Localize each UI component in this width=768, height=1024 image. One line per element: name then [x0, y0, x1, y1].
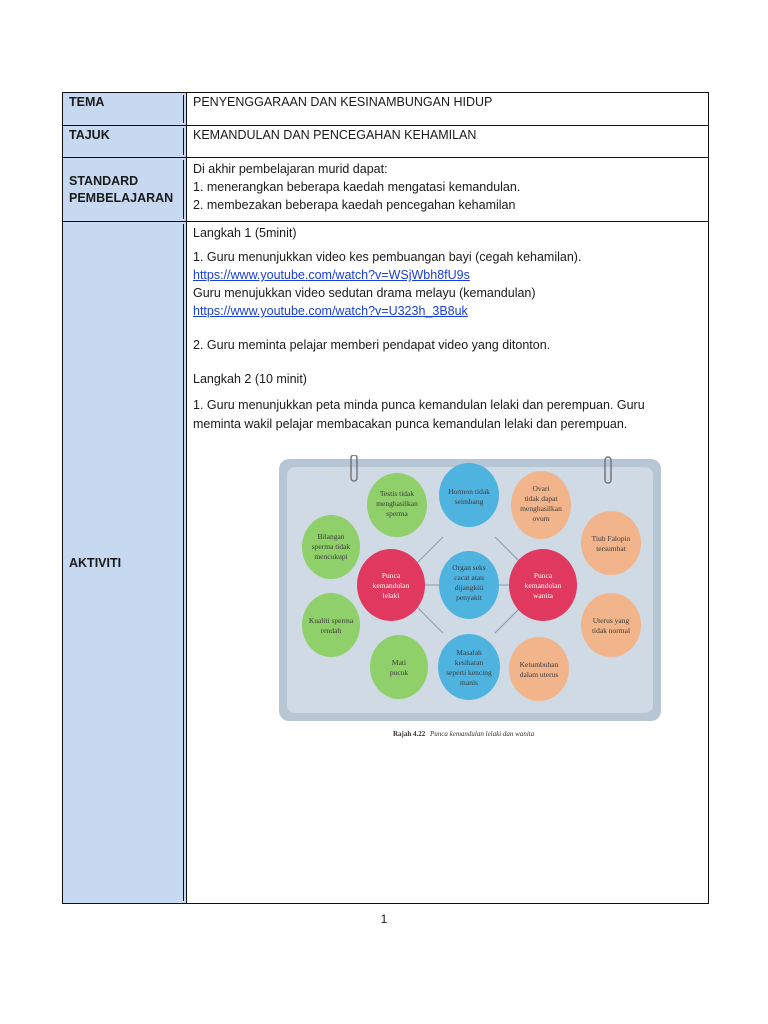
bubble-text: menghasilkan: [376, 499, 418, 508]
bubble-text: sperma tidak: [311, 542, 351, 551]
bubble-text: tidak dapat: [524, 494, 558, 503]
bubble-text: tidak normal: [591, 626, 631, 635]
bubble-text: manis: [460, 678, 478, 687]
bubble-text: Punca: [533, 571, 553, 580]
mind-map-figure: [275, 455, 665, 745]
figure-caption: [393, 730, 535, 738]
tema-value: PENYENGGARAAN DAN KESINAMBUNGAN HIDUP: [193, 95, 493, 109]
bubble-text: Kualiti sperma: [308, 616, 354, 625]
aktiviti-label: AKTIVITI: [63, 222, 187, 903]
standard-line: Di akhir pembelajaran murid dapat:: [193, 162, 388, 176]
step2-text: 2. Guru meminta pelajar memberi pendapat video yang ditonton.: [193, 338, 551, 352]
bubble-text: Masalah: [456, 648, 482, 657]
bubble-text: Punca: [381, 571, 401, 580]
standard-line: 1. menerangkan beberapa kaedah mengatasi kemandulan.: [193, 180, 521, 194]
bubble-organ-seks: [439, 551, 499, 619]
bubble-hormon: [439, 463, 499, 527]
standard-value: [187, 158, 708, 221]
tajuk-value: KEMANDULAN DAN PENCEGAHAN KEHAMILAN: [193, 128, 477, 142]
bubble-text: tersumbat: [596, 544, 626, 553]
bubble-text: ovum: [532, 514, 550, 523]
langkah1-title: Langkah 1 (5minit): [193, 226, 297, 240]
bubble-tiub-falopio: [581, 511, 641, 575]
bubble-text: kemandulan: [524, 581, 562, 590]
bubble-text: rendah: [320, 626, 342, 635]
bubble-mati-pucuk: [370, 635, 428, 699]
video-link-1[interactable]: https://www.youtube.com/watch?v=WSjWbh8fU9s: [193, 268, 470, 282]
bubble-text: mencukupi: [314, 552, 348, 561]
bubble-text: seperti kencing: [446, 668, 492, 677]
bubble-text: Mati: [391, 658, 407, 667]
bubble-ketumbuhan: [509, 637, 569, 701]
bubble-text: Uterus yang: [592, 616, 630, 625]
bubble-text: sperma: [386, 509, 408, 518]
bubble-text: pucuk: [389, 668, 409, 677]
bubble-text: Tiub Falopio: [591, 534, 631, 543]
bubble-text: cacat atau: [454, 573, 484, 582]
bubble-kualiti-sperma: [302, 593, 360, 657]
row-tajuk: [63, 126, 708, 158]
caption-number: Rajah 4.22: [393, 730, 426, 738]
bubble-text: Ketumbuhan: [519, 660, 559, 669]
step1b-text: Guru menujukkan video sedutan drama melayu (kemandulan): [193, 286, 536, 300]
bubble-punca-lelaki: [357, 549, 425, 621]
bubble-bilangan-sperma: [302, 515, 360, 579]
tajuk-label: TAJUK: [63, 126, 187, 157]
bubble-text: Organ seks: [452, 563, 486, 572]
bubble-text: lelaki: [382, 591, 400, 600]
langkah2-title: Langkah 2 (10 minit): [193, 372, 307, 386]
standard-line: 2. membezakan beberapa kaedah pencegahan kehamilan: [193, 198, 516, 212]
bubble-text: dalam uterus: [519, 670, 559, 679]
bubble-text: kemandulan: [372, 581, 410, 590]
bubble-text: wanita: [533, 591, 553, 600]
bubble-uterus: [581, 593, 641, 657]
caption-title: Punca kemandulan lelaki dan wanita: [430, 730, 535, 738]
tema-label: TEMA: [63, 93, 187, 125]
row-standard: [63, 158, 708, 222]
bubble-text: Testis tidak: [379, 489, 415, 498]
bubble-testis: [367, 473, 427, 537]
bubble-text: menghasilkan: [520, 504, 562, 513]
standard-label: [63, 158, 187, 221]
bubble-ovari: [511, 471, 571, 539]
video-link-2[interactable]: https://www.youtube.com/watch?v=U323h_3B8uk: [193, 304, 468, 318]
bubble-text: kesihatan: [454, 658, 484, 667]
step3-line1: 1. Guru menunjukkan peta minda punca kemandulan lelaki dan perempuan. Guru: [193, 398, 645, 412]
standard-label-line1: STANDARD: [69, 173, 139, 188]
bubble-text: Ovari: [532, 484, 550, 493]
bubble-text: seimbang: [454, 497, 484, 506]
bubble-masalah-kesihatan: [438, 634, 500, 700]
bubble-text: Hormon tidak: [448, 487, 490, 496]
standard-label-line2: PEMBELAJARAN: [69, 190, 174, 205]
step1-text: 1. Guru menunjukkan video kes pembuangan bayi (cegah kehamilan).: [193, 250, 582, 264]
page-number: 1: [380, 912, 388, 926]
bubble-text: Bilangan: [317, 532, 345, 541]
row-tema: [63, 93, 708, 126]
bubble-text: dijangkiti: [454, 583, 484, 592]
step3-line2: meminta wakil pelajar membacakan punca kemandulan lelaki dan perempuan.: [193, 417, 628, 431]
bubble-text: penyakit: [456, 593, 482, 602]
bubble-punca-wanita: [509, 549, 577, 621]
